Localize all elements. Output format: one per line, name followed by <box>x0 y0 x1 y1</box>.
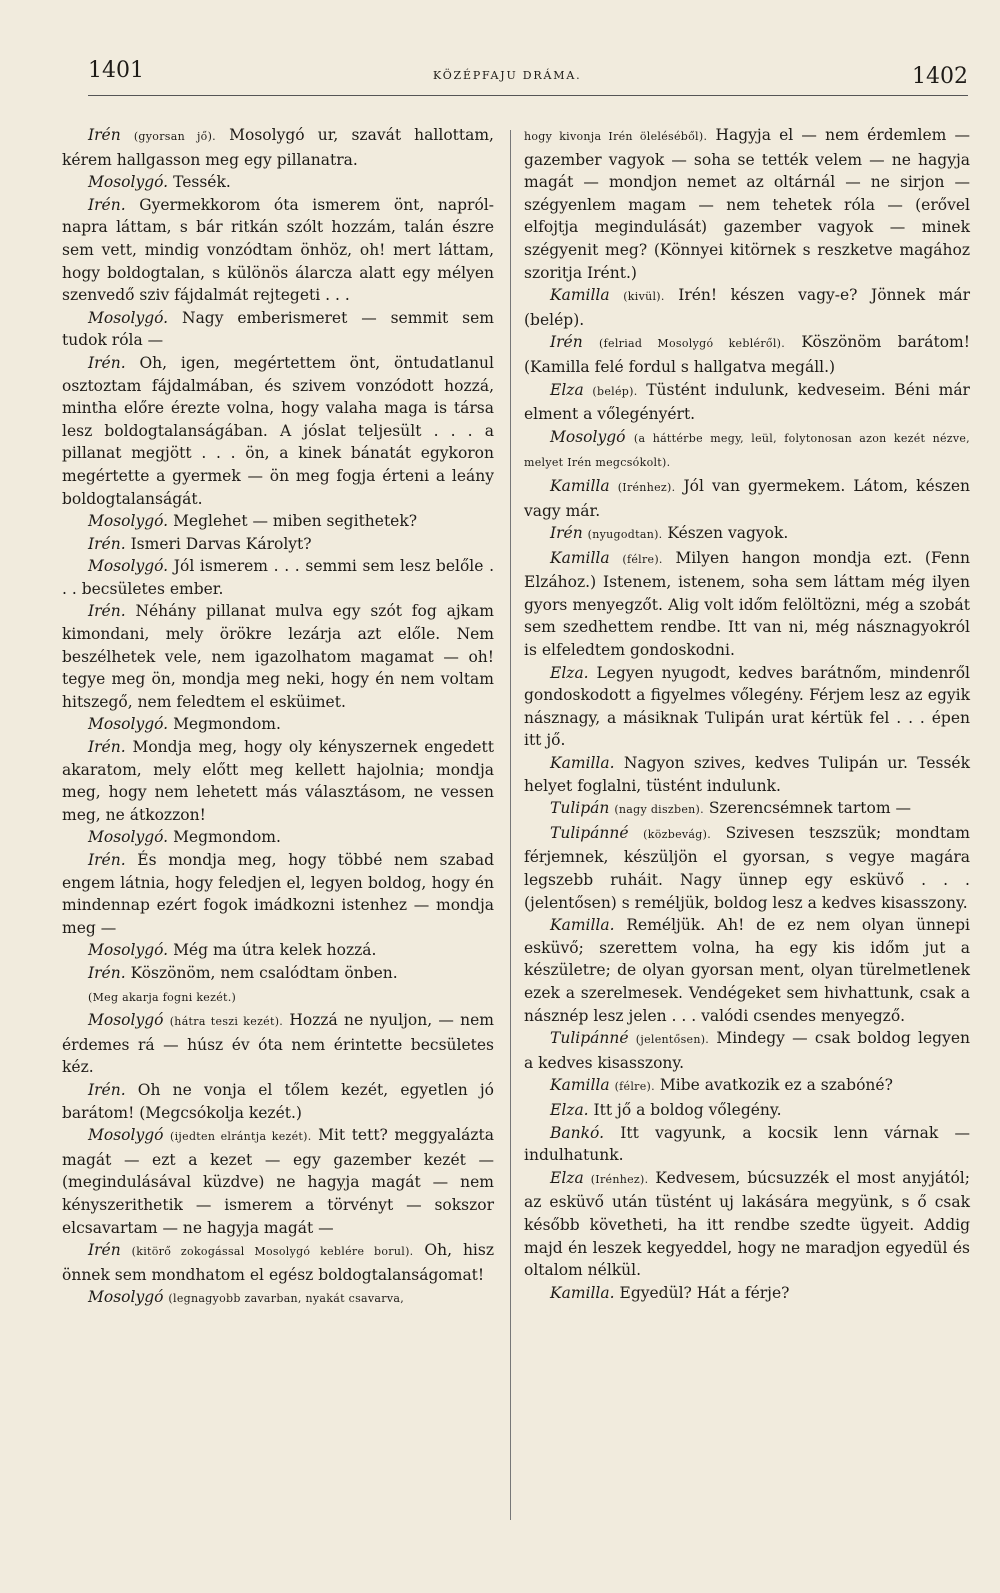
stage-direction: (közbevág). <box>643 827 712 841</box>
speaker-name: Tulipán <box>550 799 610 818</box>
dialogue-paragraph <box>524 797 970 822</box>
stage-direction: (kitörő zokogással Mosolygó keblére borul). <box>131 1245 414 1259</box>
speaker-name: Elza <box>550 1168 584 1187</box>
dialogue-paragraph <box>62 510 494 533</box>
dialogue-paragraph <box>524 1027 970 1074</box>
dialogue-paragraph <box>524 914 970 1027</box>
speaker-name: Irén. <box>88 738 126 757</box>
dialogue-text: Oh, igen, megértettem önt, öntudatlanul osztoztam fájdalmában, és szivem vonzódott hozzá, mintha előre érezte volna, hogy valaha maga is társa lesz boldogtalanságában. A jóslat teljesült . . . a pillanat megjött . . . ön, a kinek bánatát egykoron megértette a gyermek — ön meg fogja érteni a leány boldogtalanságát. <box>62 353 494 508</box>
dialogue-text: Mibe avatkozik ez a szabóné? <box>659 1076 893 1095</box>
speaker-name: Mosolygó <box>88 1011 164 1030</box>
dialogue-paragraph <box>62 736 494 826</box>
stage-direction: (legnagyobb zavarban, nyakát csavarva, <box>168 1292 404 1306</box>
dialogue-paragraph <box>62 1286 494 1311</box>
dialogue-paragraph <box>62 962 494 985</box>
page-number-left: 1401 <box>88 58 144 83</box>
dialogue-paragraph <box>524 475 970 522</box>
dialogue-text: Tessék. <box>173 173 231 192</box>
dialogue-text: Irén! készen vagy-e? Jönnek már (belép). <box>524 286 970 329</box>
dialogue-text: Meglehet — miben segithetek? <box>173 512 418 531</box>
page-header <box>88 58 968 98</box>
dialogue-paragraph <box>62 1239 494 1286</box>
dialogue-text: Ismeri Darvas Károlyt? <box>130 534 312 553</box>
dialogue-paragraph <box>524 1282 970 1305</box>
dialogue-paragraph <box>62 352 494 510</box>
speaker-name: Mosolygó <box>88 1288 164 1307</box>
speaker-name: Kamilla <box>550 1076 610 1095</box>
dialogue-text: Köszönöm, nem csalódtam önben. <box>130 963 398 982</box>
stage-direction: (félre). <box>622 552 663 566</box>
stage-direction: (felriad Mosolygó kebléről). <box>599 337 786 351</box>
column-divider <box>510 130 511 1520</box>
dialogue-paragraph <box>62 533 494 556</box>
dialogue-text: Mindegy — csak boldog legyen a kedves kisasszony. <box>524 1029 970 1072</box>
speaker-name: Irén <box>88 126 121 144</box>
dialogue-text: Tüstént indulunk, kedveseim. Béni már elment a vőlegényért. <box>524 380 970 424</box>
dialogue-paragraph <box>62 600 494 713</box>
dialogue-text: Jól van gyermekem. Látom, készen vagy már. <box>524 476 971 520</box>
speaker-name: Mosolygó <box>550 427 626 446</box>
stage-direction: (nagy diszben). <box>614 803 704 817</box>
dialogue-paragraph <box>62 985 494 1010</box>
dialogue-paragraph <box>62 171 494 194</box>
speaker-name: Kamilla <box>550 548 610 567</box>
speaker-name: Irén. <box>88 1080 126 1099</box>
right-column <box>524 124 970 1304</box>
stage-direction: (gyorsan jő). <box>133 130 216 143</box>
dialogue-paragraph <box>524 379 970 426</box>
stage-direction: (jelentősen). <box>635 1033 710 1047</box>
speaker-name: Irén <box>550 333 583 352</box>
dialogue-text: Köszönöm barátom! (Kamilla felé fordul s hallgatva megáll.) <box>524 333 970 376</box>
stage-direction: (nyugodtan). <box>587 528 663 542</box>
speaker-name: Irén. <box>88 353 126 372</box>
dialogue-text: Mosolygó ur, szavát hallottam, kérem hallgasson meg egy pillanatra. <box>62 126 494 169</box>
speaker-name: Kamilla <box>550 286 610 305</box>
speaker-name: Mosolygó <box>88 1126 164 1145</box>
dialogue-text: Oh ne vonja el tőlem kezét, egyetlen jó barátom! (Megcsókolja kezét.) <box>62 1080 494 1122</box>
dialogue-paragraph <box>62 826 494 849</box>
dialogue-paragraph <box>524 124 970 284</box>
dialogue-text: Megmondom. <box>173 715 281 734</box>
header-rule <box>88 95 968 96</box>
dialogue-text: Hozzá ne nyuljon, — nem érdemes rá — húsz év óta nem érintette becsületes kéz. <box>62 1011 494 1077</box>
dialogue-text: Legyen nyugodt, kedves barátnőm, mindenről gondoskodott a figyelmes vőlegény. Férjem lesz az egyik násznagy, a másiknak Tulipán urat kértük fel . . . épen itt jő. <box>524 663 970 750</box>
speaker-name: Elza. <box>550 1100 589 1119</box>
dialogue-text: Itt vagyunk, a kocsik lenn várnak — indulhatunk. <box>524 1123 971 1165</box>
stage-direction: (kivül). <box>623 290 665 304</box>
stage-direction: (hátra teszi kezét). <box>169 1015 284 1029</box>
dialogue-paragraph <box>524 1122 970 1167</box>
speaker-name: Tulipánné <box>550 823 629 842</box>
dialogue-paragraph <box>524 1074 970 1099</box>
dialogue-text: Reméljük. Ah! de ez nem olyan ünnepi esküvő; szerettem volna, ha egy kis időm jut a készületre; de olyan gyorsan ment, olyan türelmetlenek ezek a szerelmesek. Vendégeket sem hivhattunk, csak a násznép lesz jelen . . . valódi csendes menyegző. <box>524 916 970 1025</box>
dialogue-paragraph <box>62 1124 494 1239</box>
speaker-name: Bankó. <box>550 1123 604 1142</box>
dialogue-paragraph <box>524 522 970 547</box>
speaker-name: Mosolygó. <box>88 512 169 531</box>
stage-direction: (ijedten elrántja kezét). <box>170 1130 312 1144</box>
stage-direction: (félre). <box>614 1080 655 1094</box>
dialogue-text: Néhány pillanat mulva egy szót fog ajkam kimondani, mely örökre lezárja azt előle. Nem beszélhetek vele, nem igazolhatom magamat — oh! tegye meg ön, mondja meg neki, hogy én nem voltam hitszegő, nem feledtem el esküimet. <box>62 602 494 711</box>
stage-direction: (Irénhez). <box>590 1172 649 1186</box>
dialogue-paragraph <box>524 1099 970 1122</box>
dialogue-paragraph <box>524 547 970 662</box>
dialogue-paragraph <box>524 284 970 331</box>
speaker-name: Mosolygó. <box>88 557 169 576</box>
speaker-name: Mosolygó. <box>88 308 169 327</box>
dialogue-text: Itt jő a boldog vőlegény. <box>593 1100 782 1119</box>
speaker-name: Tulipánné <box>550 1029 629 1048</box>
speaker-name: Irén <box>88 1241 121 1260</box>
speaker-name: Elza <box>550 380 584 399</box>
stage-direction: (belép). <box>592 384 638 398</box>
dialogue-paragraph <box>62 939 494 962</box>
page-number-right: 1402 <box>912 64 968 89</box>
dialogue-text: Gyermekkorom óta ismerem önt, napról-napra láttam, s bár ritkán szólt hozzám, talán észre sem vett, mindig vonzódtam önhöz, oh! mert láttam, hogy boldogtalan, s különös álarcza alatt egy mélyen szenvedő sziv fájdalmát rejtegeti . . . <box>62 195 494 305</box>
speaker-name: Elza. <box>550 663 589 682</box>
stage-direction: (Meg akarja fogni kezét.) <box>88 990 237 1004</box>
speaker-name: Kamilla. <box>550 1283 615 1302</box>
dialogue-text: Hagyja el — nem érdemlem — gazember vagyok — soha se tették velem — ne hagyja magát — mondjon nemet az oltárnál — ne sirjon — szégyenlem magam — nem tehetek róla — (erővel elfojtja megindulását) gazember vagyok — minek szégyenit meg? (Könnyei kitörnek s reszketve magához szoritja Irént.) <box>524 126 971 282</box>
dialogue-paragraph <box>524 752 970 797</box>
running-title: KÖZÉPFAJU DRÁMA. <box>433 69 582 82</box>
dialogue-paragraph <box>62 1079 494 1124</box>
dialogue-text: Kedvesem, búcsuzzék el most anyjától; az esküvő után tüstént uj lakására megyünk, s ő csak később követheti, ha itt rendbe szedte ügyeit. Addig majd én leszek kegyeddel, hogy ne maradjon egyedül és oltalom nélkül. <box>524 1168 970 1280</box>
dialogue-text: Jól ismerem . . . semmi sem lesz belőle . . . becsületes ember. <box>62 557 494 598</box>
left-column <box>62 124 494 1311</box>
speaker-name: Kamilla <box>550 476 610 495</box>
speaker-name: Irén. <box>88 534 126 553</box>
dialogue-paragraph <box>524 1167 970 1282</box>
dialogue-paragraph <box>524 331 970 378</box>
dialogue-text: Szivesen teszszük; mondtam férjemnek, készüljön el gyorsan, s vegye magára legszebb ruháit. Nagy ünnep egy esküvő . . . (jelentősen) s reméljük, boldog lesz a kedves kisasszony. <box>524 823 970 912</box>
stage-direction: (a háttérbe megy, leül, folytonosan azon kezét nézve, melyet Irén megcsókolt). <box>524 431 970 470</box>
dialogue-text: Egyedül? Hát a férje? <box>619 1283 790 1302</box>
dialogue-text: És mondja meg, hogy többé nem szabad engem látnia, hogy feledjen el, legyen boldog, hogy én mindennap ezért fogok imádkozni istenhez — mondja meg — <box>62 851 494 937</box>
dialogue-paragraph <box>62 849 494 939</box>
dialogue-text: Mondja meg, hogy oly kényszernek engedett akaratom, mely előtt meg kellett hajolnia; mondja meg, hogy nem lehetett más választásom, ne vessen meg, ne átkozzon! <box>62 738 494 824</box>
dialogue-paragraph <box>62 194 494 307</box>
dialogue-text: Mit tett? meggyalázta magát — ezt a kezet — egy gazember kezét — (megindulásával küzdve) ne hagyja magát — nem kényszerithetik — ismerem a törvényt — sokszor elcsavartam — ne hagyja magát — <box>62 1126 494 1237</box>
dialogue-paragraph <box>62 555 494 600</box>
dialogue-paragraph <box>62 307 494 352</box>
speaker-name: Irén <box>550 524 583 543</box>
speaker-name: Irén. <box>88 963 126 982</box>
speaker-name: Mosolygó. <box>88 715 169 734</box>
dialogue-paragraph <box>62 713 494 736</box>
speaker-name: Irén. <box>88 195 126 214</box>
dialogue-text: Megmondom. <box>173 828 281 847</box>
dialogue-text: Még ma útra kelek hozzá. <box>173 941 377 960</box>
dialogue-paragraph <box>62 124 494 171</box>
dialogue-paragraph <box>524 426 970 475</box>
speaker-name: Mosolygó. <box>88 828 169 847</box>
dialogue-paragraph <box>524 822 970 914</box>
dialogue-text: Nagy emberismeret — semmit sem tudok róla — <box>62 308 494 350</box>
speaker-name: Mosolygó. <box>88 173 169 192</box>
stage-direction: (Irénhez). <box>617 480 676 494</box>
dialogue-text: Nagyon szives, kedves Tulipán ur. Tessék helyet foglalni, tüstént indulunk. <box>524 754 970 795</box>
speaker-name: Irén. <box>88 602 126 621</box>
dialogue-text: Oh, hisz önnek sem mondhatom el egész boldogtalanságomat! <box>62 1241 495 1284</box>
dialogue-paragraph <box>524 662 970 752</box>
speaker-name: Kamilla. <box>550 754 615 773</box>
speaker-name: Kamilla. <box>550 916 615 935</box>
dialogue-text: Milyen hangon mondja ezt. (Fenn Elzához.) Istenem, istenem, soha sem láttam még ilyen gyors menyegzőt. Alig volt időm felöltözni, még a szobát sem szedhettem rendbe. Itt van ni, még násznagyokról is elfeledtem gondoskodni. <box>524 548 970 660</box>
dialogue-text: Készen vagyok. <box>667 524 789 543</box>
speaker-name: Mosolygó. <box>88 941 169 960</box>
stage-direction: hogy kivonja Irén öleléséből). <box>524 130 708 143</box>
speaker-name: Irén. <box>88 851 126 869</box>
dialogue-paragraph <box>62 1009 494 1079</box>
dialogue-text: Szerencsémnek tartom — <box>708 799 911 818</box>
